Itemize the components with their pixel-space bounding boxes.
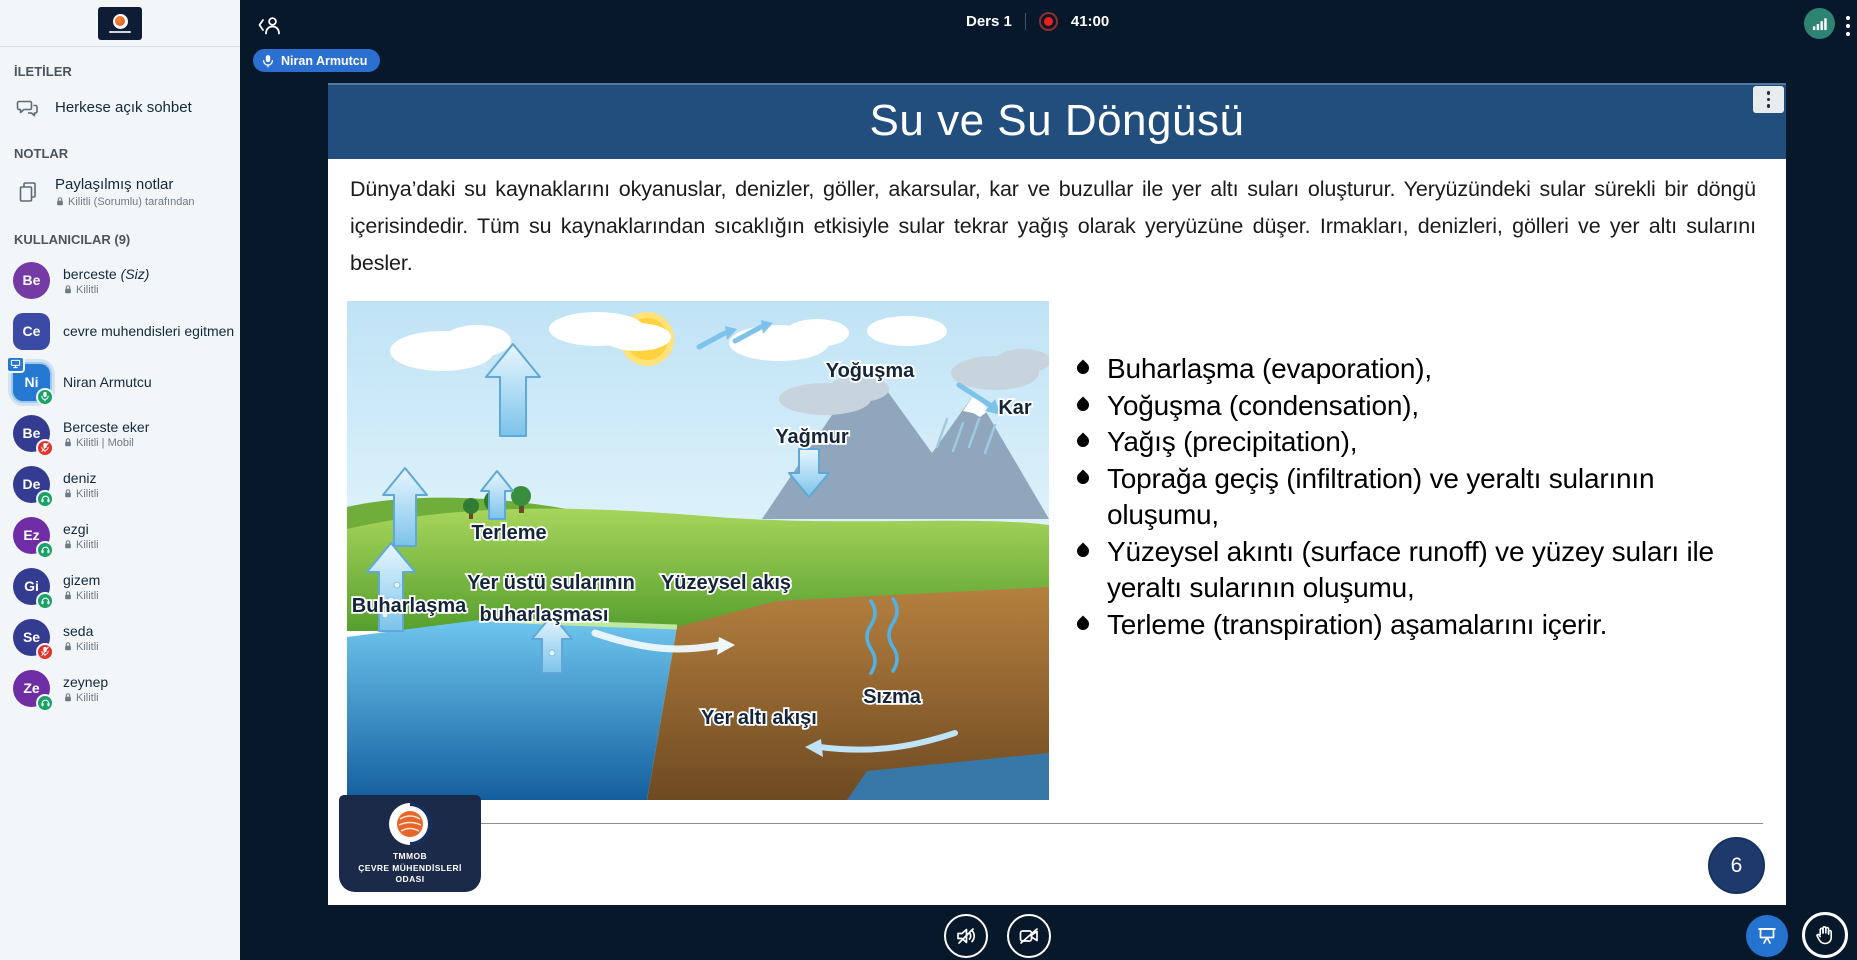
share-webcam-button[interactable] [1007, 914, 1051, 958]
user-status: Kilitli | Mobil [63, 437, 149, 449]
headphones-icon [36, 592, 54, 610]
join-audio-button[interactable] [944, 914, 988, 958]
avatar: Ze [13, 670, 50, 707]
whiteboard-options-button[interactable] [1753, 86, 1784, 113]
shared-notes-status: Kilitli (Sorumlu) tarafından [55, 196, 195, 208]
avatar: Se [13, 619, 50, 656]
raise-hand-button[interactable] [1802, 912, 1848, 958]
user-list-item[interactable] [0, 510, 240, 561]
lock-icon [63, 488, 73, 499]
slide-title-bar [328, 83, 1786, 159]
mic-muted-icon [36, 643, 54, 661]
brand-emblem-icon [113, 14, 128, 29]
users-section-header: KULLANICILAR (9) [14, 231, 131, 247]
avatar: Ez [13, 517, 50, 554]
notes-section-header: NOTLAR [14, 146, 69, 161]
mic-muted-icon [36, 439, 54, 457]
tmmob-logo [339, 795, 481, 892]
camera-off-icon [1017, 924, 1041, 948]
logo-area [0, 0, 240, 47]
user-status: Kilitli [63, 590, 100, 602]
lock-icon [63, 641, 73, 652]
copy-pages-icon [14, 178, 42, 206]
slide-paragraph: Dünya’daki su kaynaklarını okyanuslar, denizler, göller, akarsular, kar ve buzullar ile yer altı suları oluşturur. Yeryüzündeki sular sürekli bir döngü içerisindedir. Tüm su kaynaklarından sıcaklığın etkisiyle sular tekrar yağış olarak yeryüzüne düşer. Irmakları, denizleri, gölleri ve yer altı sularını besler. [350, 177, 1756, 275]
headphones-icon [36, 490, 54, 508]
avatar: Be [13, 262, 50, 299]
headphones-icon [36, 694, 54, 712]
meeting-title-group [966, 12, 1109, 31]
slide-footer-line [347, 823, 1763, 824]
svg-text:Kar: Kar [998, 397, 1032, 419]
recording-timer: 41:00 [1070, 13, 1110, 30]
user-status: Kilitli [63, 539, 99, 551]
user-status: Kilitli [63, 284, 149, 296]
options-menu-button[interactable] [1842, 12, 1854, 40]
slide-page-number: 6 [1708, 837, 1765, 894]
headphones-icon [36, 541, 54, 559]
avatar: Ce [13, 313, 50, 350]
record-dot-icon [1044, 17, 1053, 26]
svg-text:Yer altı akışı: Yer altı akışı [701, 707, 817, 729]
tmmob-text: TMMOB ÇEVRE MÜHENDİSLERİ ODASI [358, 851, 462, 885]
talker-indicator[interactable] [253, 49, 380, 72]
lock-icon [63, 284, 73, 295]
svg-text:buharlaşması: buharlaşması [479, 604, 609, 626]
avatar: Be [13, 415, 50, 452]
chevron-person-icon [257, 13, 287, 37]
shared-notes-item[interactable] [0, 169, 240, 215]
bullet-item: Toprağa geçiş (infiltration) ve yeraltı sularının oluşumu, [1073, 461, 1773, 534]
bullet-item: Buharlaşma (evaporation), [1073, 351, 1773, 388]
svg-text:Sızma: Sızma [863, 686, 921, 708]
talker-name: Niran Armutcu [281, 53, 368, 68]
hand-icon [1813, 923, 1837, 947]
user-list-item[interactable] [0, 255, 240, 306]
user-name: gizem [63, 571, 101, 588]
avatar: Ni [13, 364, 50, 401]
speaker-muted-icon [954, 924, 978, 948]
bullet-list [1073, 351, 1773, 643]
sidebar [0, 0, 240, 960]
lock-icon [63, 692, 73, 703]
public-chat-item[interactable] [0, 87, 240, 129]
recording-indicator[interactable] [1039, 12, 1058, 31]
chat-bubbles-icon [14, 94, 42, 122]
tmmob-emblem-icon [387, 801, 433, 847]
svg-text:Yüzeysel akış: Yüzeysel akış [660, 572, 792, 594]
mic-icon [262, 54, 274, 68]
user-name: Berceste eker [63, 418, 150, 435]
user-status: Kilitli [63, 641, 99, 653]
user-name: ezgi [63, 520, 89, 537]
bullet-item: Terleme (transpiration) aşamalarını içerir. [1073, 607, 1773, 644]
lock-icon [63, 539, 73, 550]
svg-text:Yoğuşma: Yoğuşma [825, 360, 915, 382]
user-list-item[interactable] [0, 357, 240, 408]
lock-icon [55, 196, 65, 207]
user-list [0, 255, 240, 714]
presentation-slide [328, 83, 1786, 905]
connection-status-button[interactable] [1804, 8, 1835, 39]
user-list-item[interactable] [0, 306, 240, 357]
svg-text:Terleme: Terleme [471, 522, 547, 544]
user-status: Kilitli [63, 692, 108, 704]
user-name: cevre muhendisleri egitmen [63, 323, 235, 340]
user-list-item[interactable] [0, 459, 240, 510]
user-name: deniz [63, 469, 97, 486]
restore-presentation-button[interactable] [1746, 915, 1788, 957]
svg-text:Buharlaşma: Buharlaşma [351, 595, 467, 617]
user-name: berceste (Siz) [63, 265, 150, 282]
bullet-item: Yoğuşma (condensation), [1073, 388, 1773, 425]
user-name: Niran Armutcu [63, 374, 152, 391]
bullet-item: Yağış (precipitation), [1073, 424, 1773, 461]
user-list-item[interactable] [0, 663, 240, 714]
lock-icon [63, 590, 73, 601]
user-name: zeynep [63, 673, 109, 690]
user-list-item[interactable] [0, 561, 240, 612]
user-status: Kilitli [63, 488, 99, 500]
user-name: seda [63, 622, 94, 639]
presentation-board-icon [1755, 924, 1779, 948]
svg-text:Yağmur: Yağmur [775, 426, 849, 448]
presenter-badge-icon [6, 356, 25, 373]
user-list-item[interactable] [0, 408, 240, 459]
shared-notes-title: Paylaşılmış notlar [55, 176, 174, 193]
signal-bars-icon [1811, 15, 1828, 32]
avatar: Gi [13, 568, 50, 605]
messages-section-header: İLETİLER [14, 64, 72, 79]
svg-text:Yer üstü sularının: Yer üstü sularının [467, 572, 635, 594]
lock-icon [63, 437, 73, 448]
public-chat-label: Herkese açık sohbet [55, 98, 192, 116]
meeting-title: Ders 1 [966, 13, 1012, 30]
toggle-userlist-button[interactable] [252, 10, 292, 40]
user-list-item[interactable] [0, 612, 240, 663]
bullet-item: Yüzeysel akıntı (surface runoff) ve yüzey suları ile yeraltı sularının oluşumu, [1073, 534, 1773, 607]
brand-logo [98, 7, 142, 40]
avatar: De [13, 466, 50, 503]
slide-title: Su ve Su Döngüsü [869, 96, 1245, 145]
mic-on-icon [36, 388, 54, 406]
water-cycle-diagram [347, 301, 1049, 800]
